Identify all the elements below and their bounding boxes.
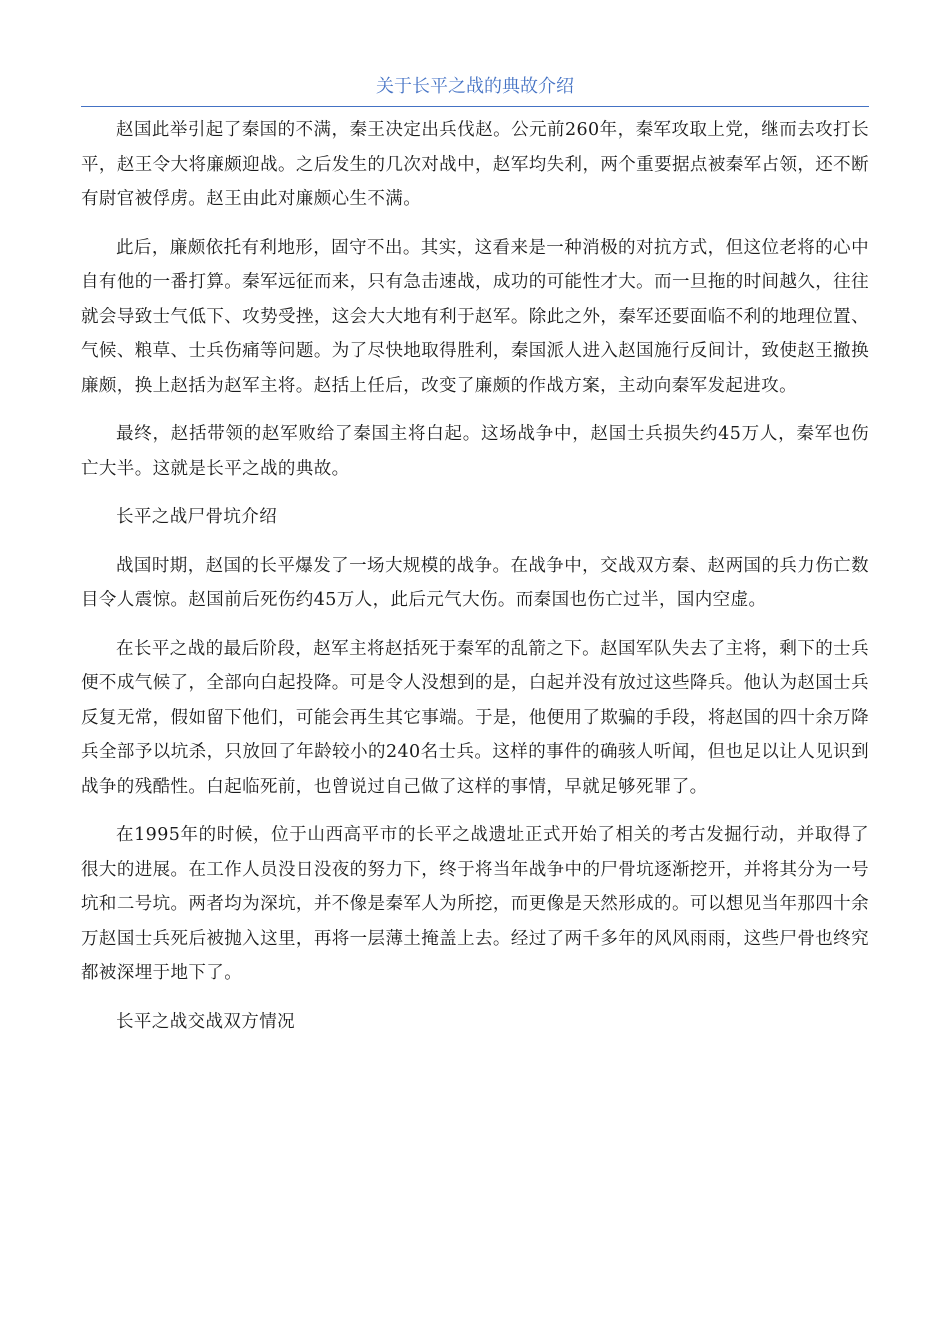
paragraph-3: 最终，赵括带领的赵军败给了秦国主将白起。这场战争中，赵国士兵损失约45万人，秦军也伤亡大半。这就是长平之战的典故。: [81, 424, 869, 479]
paragraph-5: 在长平之战的最后阶段，赵军主将赵括死于秦军的乱箭之下。赵国军队失去了主将，剩下的士兵便不成气候了，全部向白起投降。可是令人没想到的是，白起并没有放过这些降兵。他认为赵国士兵反复无常，假如留下他们，可能会再生其它事端。于是，他便用了欺骗的手段，将赵国的四十余万降兵全部予以坑杀，只放回了年龄较小的240名士兵。这样的事件的确骇人听闻，但也足以让人见识到战争的残酷性。白起临死前，也曾说过自己做了这样的事情，早就足够死罪了。: [81, 638, 869, 797]
section-heading-burial-pit: 长平之战尸骨坑介绍: [116, 507, 278, 527]
paragraph-4: 战国时期，赵国的长平爆发了一场大规模的战争。在战争中，交战双方秦、赵两国的兵力伤亡数目令人震惊。赵国前后死伤约45万人，此后元气大伤。而秦国也伤亡过半，国内空虚。: [81, 555, 869, 610]
document-page: [81, 72, 869, 1053]
section-heading-belligerents: 长平之战交战双方情况: [116, 1011, 295, 1032]
paragraph-1: 赵国此举引起了秦国的不满，秦王决定出兵伐赵。公元前260年，秦军攻取上党，继而去攻打长平，赵王令大将廉颇迎战。之后发生的几次对战中，赵军均失利，两个重要据点被秦军占领，还不断有尉官被俘虏。赵王由此对廉颇心生不满。: [81, 120, 869, 209]
page-title: 关于长平之战的典故介绍: [81, 72, 869, 107]
paragraph-6: 在1995年的时候，位于山西高平市的长平之战遗址正式开始了相关的考古发掘行动，并取得了很大的进展。在工作人员没日没夜的努力下，终于将当年战争中的尸骨坑逐渐挖开，并将其分为一号坑和二号坑。两者均为深坑，并不像是秦军人为所挖，而更像是天然形成的。可以想见当年那四十余万赵国士兵死后被抛入这里，再将一层薄土掩盖上去。经过了两千多年的风风雨雨，这些尸骨也终究都被深埋于地下了。: [81, 825, 869, 983]
paragraph-2: 此后，廉颇依托有利地形，固守不出。其实，这看来是一种消极的对抗方式，但这位老将的心中自有他的一番打算。秦军远征而来，只有急击速战，成功的可能性才大。而一旦拖的时间越久，往往就会导致士气低下、攻势受挫，这会大大地有利于赵军。除此之外，秦军还要面临不利的地理位置、气候、粮草、士兵伤痛等问题。为了尽快地取得胜利，秦国派人进入赵国施行反间计，致使赵王撤换廉颇，换上赵括为赵军主将。赵括上任后，改变了廉颇的作战方案，主动向秦军发起进攻。: [81, 237, 869, 396]
